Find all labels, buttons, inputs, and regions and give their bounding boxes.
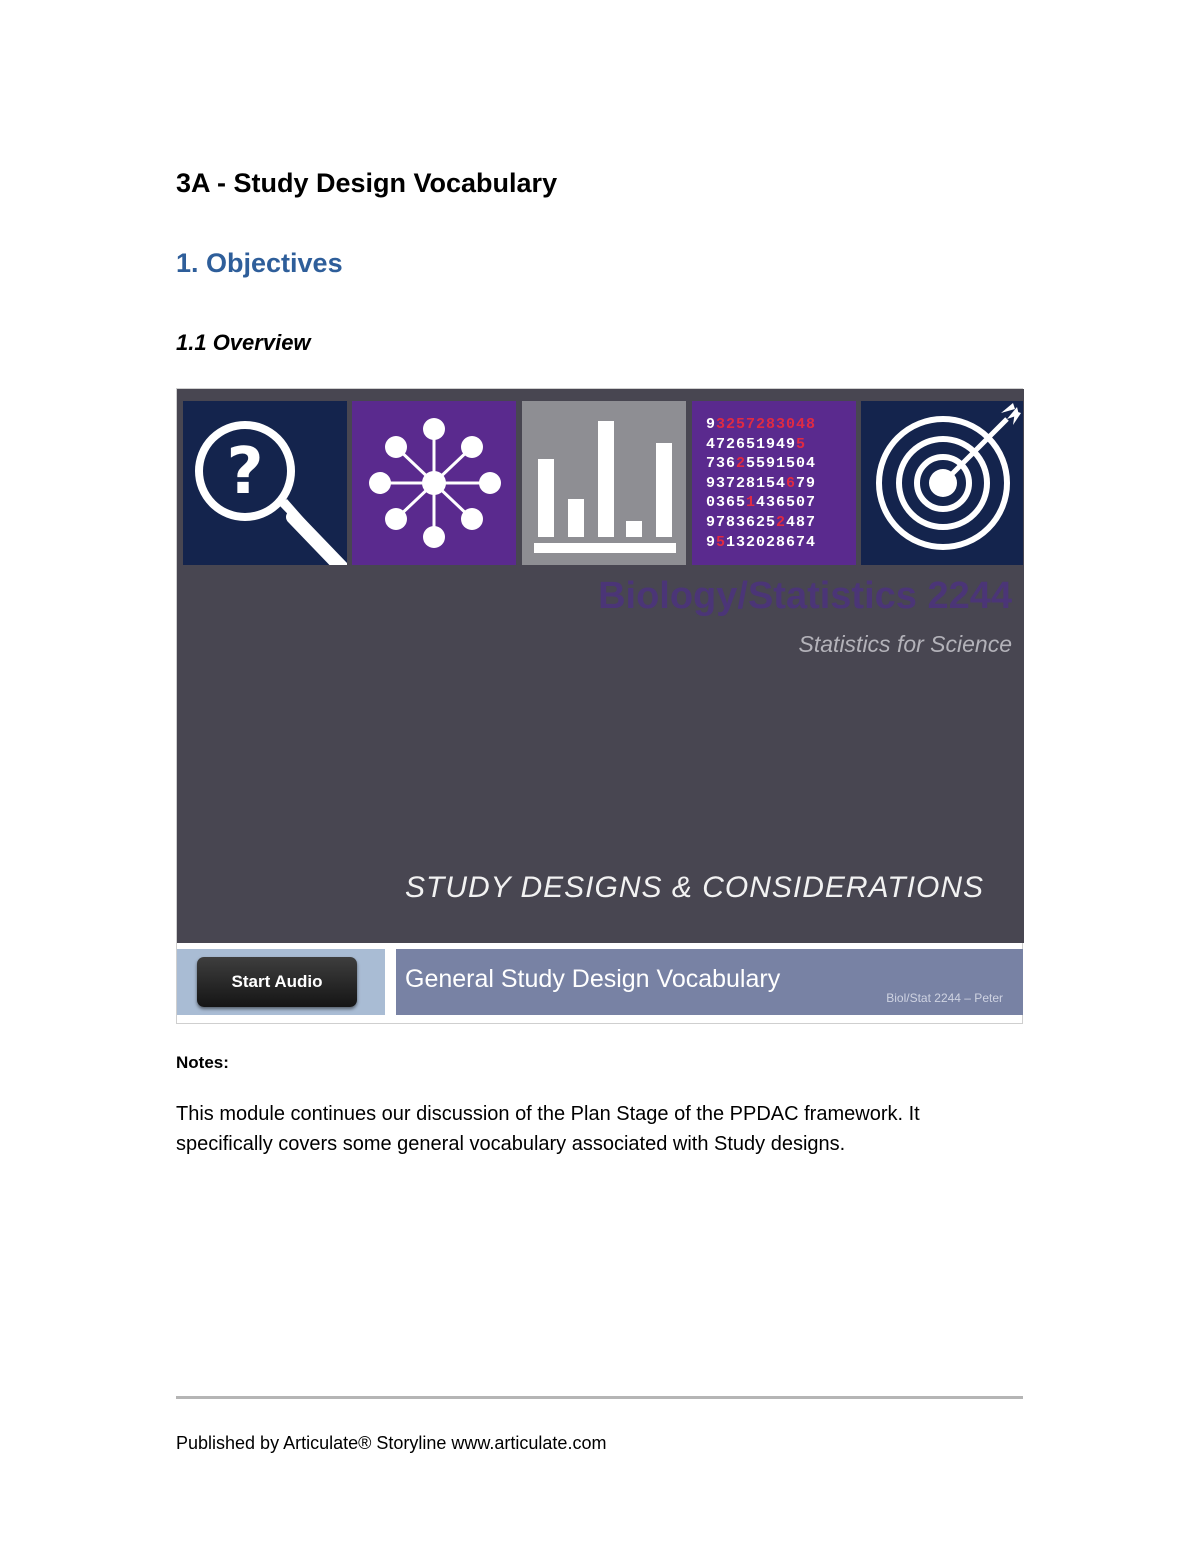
random-digits-icon <box>706 415 816 552</box>
digit-row: 95132028674 <box>706 533 817 551</box>
tile-bar-chart <box>522 401 686 565</box>
digit-row: 03651436507 <box>706 494 817 512</box>
network-hub-icon <box>352 401 516 565</box>
document-title: 3A - Study Design Vocabulary <box>176 168 558 198</box>
digit-row: 93728154679 <box>706 474 817 492</box>
slide-thumbnail <box>176 388 1023 1024</box>
digit-row: 4726519495 <box>706 435 807 453</box>
slide-credit: Biol/Stat 2244 – Peter <box>886 991 1003 1005</box>
section-heading: 1. Objectives <box>176 248 343 278</box>
footer-divider <box>176 1396 1023 1399</box>
tile-network <box>352 401 516 565</box>
course-subtitle: Statistics for Science <box>798 631 1012 657</box>
slide-heading: STUDY DESIGNS & CONSIDERATIONS <box>405 871 984 904</box>
slide-subtitle: General Study Design Vocabulary <box>405 965 781 993</box>
tile-target <box>861 401 1023 565</box>
start-audio-button[interactable]: Start Audio <box>197 957 357 1007</box>
notes-body: This module continues our discussion of the Plan Stage of the PPDAC framework. It specifically covers some general vocabulary associated with Study designs. <box>176 1103 920 1155</box>
bar-chart-icon <box>522 401 686 565</box>
digit-row: 97836252487 <box>706 513 817 531</box>
footer-text: Published by Articulate® Storyline www.articulate.com <box>176 1433 607 1453</box>
tile-digits <box>692 401 856 565</box>
target-arrow-icon <box>861 401 1023 565</box>
tile-question <box>183 401 347 565</box>
magnifier-question-icon <box>183 401 347 565</box>
subsection-heading: 1.1 Overview <box>176 330 311 355</box>
slide-title-bar <box>396 949 1023 1015</box>
digit-row: 93257283048 <box>706 416 817 433</box>
notes-label: Notes: <box>176 1053 229 1072</box>
digit-row: 73625591504 <box>706 455 817 473</box>
course-title: Biology/Statistics 2244 <box>598 575 1012 617</box>
slide-main-area <box>177 389 1024 943</box>
svg-text:?: ? <box>226 435 264 509</box>
audio-bar <box>177 949 385 1015</box>
